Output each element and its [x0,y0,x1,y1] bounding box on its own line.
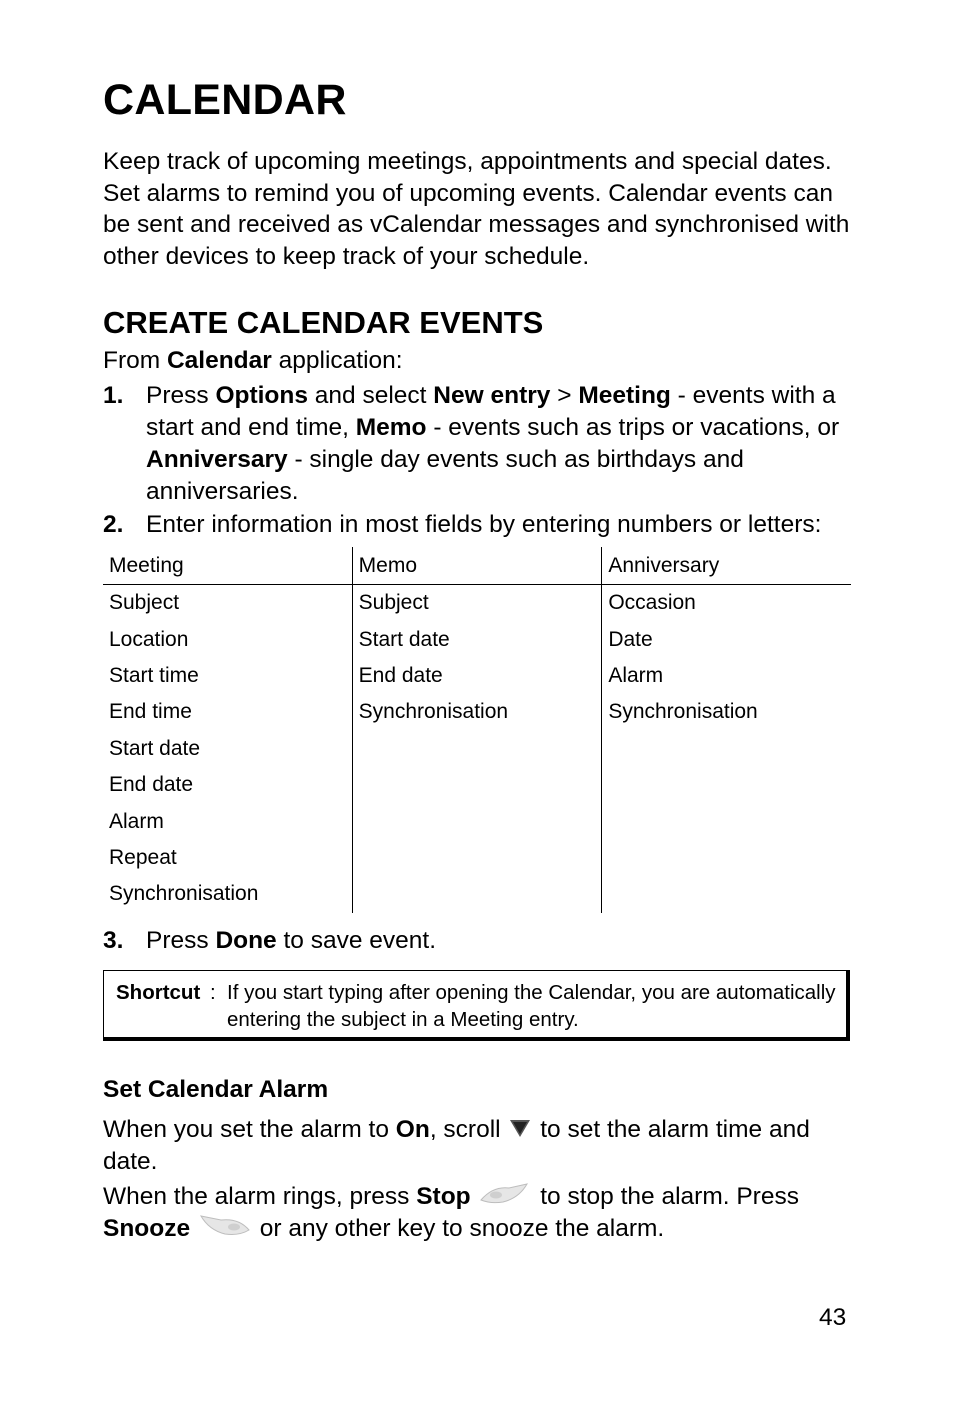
from-prefix: From [103,347,167,374]
options-key-label: Options [215,382,308,409]
steps-list [103,380,863,541]
from-suffix: application: [271,347,403,374]
step-text: - events with a start and end time, [146,382,836,441]
calendar-app-name: Calendar [166,347,272,374]
table-cell: Date [602,621,851,657]
alarm-text: When the alarm rings, press [103,1183,417,1210]
subsection-heading-alarm: Set Calendar Alarm [103,1076,329,1103]
meeting-label: Meeting [578,382,671,409]
table-row [103,658,851,694]
anniversary-label: Anniversary [146,446,288,473]
shortcut-colon: : [210,981,216,1004]
table-cell: Location [109,627,189,651]
step-1 [103,380,863,508]
table-row [103,767,851,803]
table-cell [602,840,851,876]
alarm-paragraph-1 [103,1114,863,1178]
step-text: - events such as trips or vacations, or [426,414,840,441]
table-row [103,621,851,657]
step-3 [103,925,863,957]
table-cell: End date [352,658,602,694]
step-text: Press [146,927,216,954]
table-row [103,803,851,839]
left-soft-key-icon [199,1214,251,1238]
table-cell [352,767,602,803]
step-number: 3. [103,927,124,954]
page-title: CALENDAR [103,76,347,124]
table-cell: Subject [352,585,602,622]
from-calendar-line [103,346,403,376]
table-cell [602,876,851,912]
section-heading-create-events: CREATE CALENDAR EVENTS [103,305,544,340]
alarm-text: , scroll [429,1116,508,1143]
table-cell [352,803,602,839]
alarm-text: When you set the alarm to [103,1116,396,1143]
on-label: On [395,1116,430,1143]
alarm-paragraph-2 [103,1181,863,1245]
scroll-down-key-icon [509,1115,531,1135]
table-row [103,876,851,912]
memo-label: Memo [355,414,427,441]
step-text: to save event. [276,927,437,954]
table-row [103,694,851,730]
table-cell: Start time [109,663,199,687]
table-cell [352,876,602,912]
column-header-memo: Memo [352,547,602,585]
table-cell: Start date [352,621,602,657]
event-fields-table [103,547,851,913]
snooze-label: Snooze [103,1215,191,1242]
table-cell: Repeat [109,845,177,869]
column-header-anniversary: Anniversary [602,547,851,585]
step-number: 1. [103,382,124,409]
done-key-label: Done [215,927,277,954]
shortcut-label: Shortcut [116,981,201,1004]
column-header-meeting: Meeting [103,547,352,585]
step-text: Press [146,382,216,409]
step-text: > [550,382,579,409]
page-number: 43 [819,1304,847,1331]
table-header-row [103,547,851,585]
table-row [103,840,851,876]
step-2 [103,509,863,541]
table-cell: Synchronisation [602,694,851,730]
table-cell [352,731,602,767]
alarm-text: to stop the alarm. Press [533,1183,799,1210]
step-text: - single day events such as birthdays and anniversaries. [146,446,744,505]
shortcut-note-box [103,970,850,1041]
table-cell: Occasion [602,585,851,622]
table-cell: End time [109,700,192,724]
step-number: 2. [103,511,124,538]
right-soft-key-icon [479,1182,531,1206]
table-cell: Alarm [109,809,164,833]
step-text: Enter information in most fields by entering numbers or letters: [146,511,822,538]
new-entry-label: New entry [433,382,551,409]
table-cell [602,731,851,767]
intro-paragraph: Keep track of upcoming meetings, appointments and special dates. Set alarms to remind you of upcoming events. Calendar events can be sent and received as vCalendar messages and synchronised with other devices to keep track of your schedule. [103,148,850,271]
table-row [103,585,851,622]
table-cell: Synchronisation [109,882,259,906]
table-cell [602,767,851,803]
table-cell: Subject [109,591,180,615]
table-cell: Synchronisation [352,694,602,730]
alarm-text: to set the alarm time and date. [103,1116,810,1175]
steps-list-continued [103,925,863,957]
table-cell [352,840,602,876]
table-row [103,731,851,767]
alarm-text: or any other key to snooze the alarm. [252,1215,665,1242]
step-text: and select [307,382,434,409]
table-cell: Start date [109,736,201,760]
table-cell: End date [109,773,194,797]
table-cell [602,803,851,839]
table-cell: Alarm [602,658,851,694]
stop-label: Stop [416,1183,471,1210]
shortcut-text: If you start typing after opening the Calendar, you are automatically entering the subject in a Meeting entry. [227,981,836,1031]
